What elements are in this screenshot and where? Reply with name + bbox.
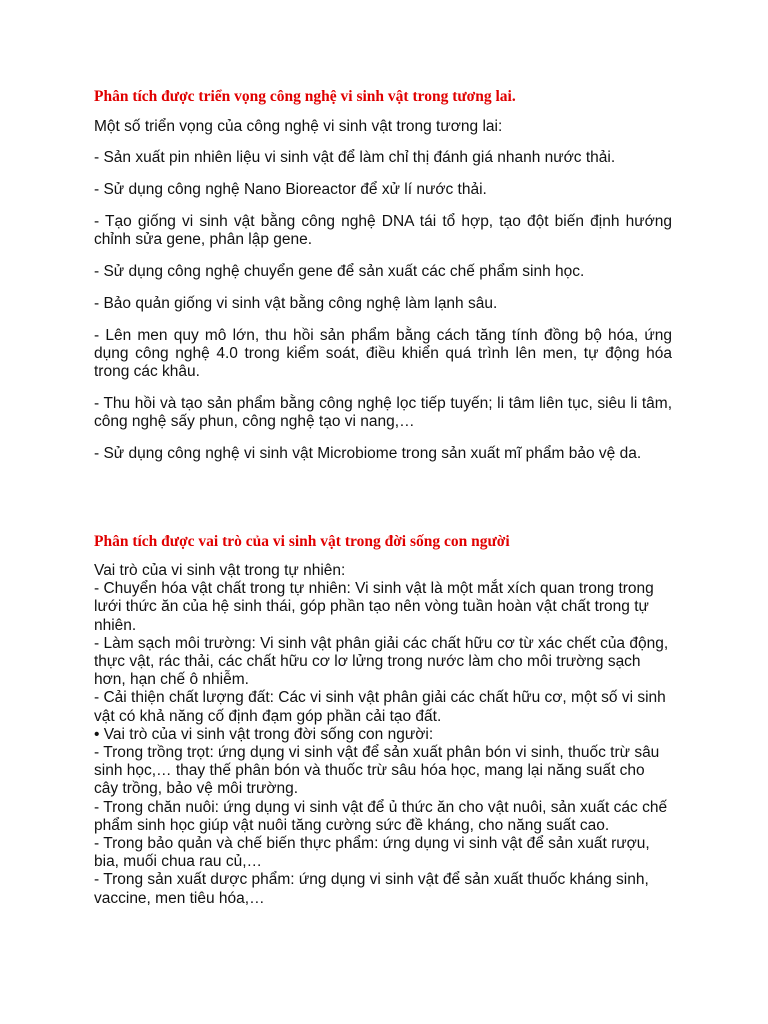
list-item: - Tạo giống vi sinh vật bằng công nghệ DNA tái tổ hợp, tạo đột biến định hướng chỉnh sửa gene, phân lập gene.: [94, 213, 672, 248]
section-1-heading: Phân tích được triển vọng công nghệ vi sinh vật trong tương lai.: [94, 88, 516, 105]
paragraph: Vai trò của vi sinh vật trong tự nhiên:: [94, 562, 346, 579]
paragraph: - Trong trồng trọt: ứng dụng vi sinh vật để sản xuất phân bón vi sinh, thuốc trừ sâu sinh học,… thay thế phân bón và thuốc trừ sâu hóa học, mang lại năng suất cho cây trồng, bảo vệ môi trường.: [94, 744, 660, 798]
list-item: - Sử dụng công nghệ chuyển gene để sản xuất các chế phẩm sinh học.: [94, 263, 585, 280]
section-1-list: [94, 149, 672, 477]
paragraph: - Trong chăn nuôi: ứng dụng vi sinh vật để ủ thức ăn cho vật nuôi, sản xuất các chế phẩm sinh học giúp vật nuôi tăng cường sức đề kháng, cho năng suất cao.: [94, 798, 668, 834]
section-2-body: [94, 562, 672, 908]
section-1-intro: Một số triển vọng của công nghệ vi sinh vật trong tương lai:: [94, 118, 503, 135]
list-item: - Thu hồi và tạo sản phẩm bằng công nghệ lọc tiếp tuyến; li tâm liên tục, siêu li tâm, công nghệ sấy phun, công nghệ tạo vi nang,…: [94, 395, 672, 430]
paragraph: • Vai trò của vi sinh vật trong đời sống con người:: [94, 725, 434, 743]
paragraph: - Chuyển hóa vật chất trong tự nhiên: Vi sinh vật là một mắt xích quan trong trong lưới thức ăn của hệ sinh thái, góp phần tạo nên vòng tuần hoàn vật chất trong tự nhiên.: [94, 580, 654, 634]
list-item: - Sử dụng công nghệ vi sinh vật Microbiome trong sản xuất mĩ phẩm bảo vệ da.: [94, 445, 642, 462]
paragraph: - Cải thiện chất lượng đất: Các vi sinh vật phân giải các chất hữu cơ, một số vi sinh vật có khả năng cố định đạm góp phần cải tạo đất.: [94, 689, 666, 725]
list-item: - Sản xuất pin nhiên liệu vi sinh vật để làm chỉ thị đánh giá nhanh nước thải.: [94, 149, 616, 166]
paragraph: - Làm sạch môi trường: Vi sinh vật phân giải các chất hữu cơ từ xác chết của động, thực vật, rác thải, các chất hữu cơ lơ lửng trong nước làm cho môi trường sạch hơn, hạn chế ô nhiễm.: [94, 634, 669, 689]
list-item: - Sử dụng công nghệ Nano Bioreactor để xử lí nước thải.: [94, 181, 487, 198]
list-item: - Bảo quản giống vi sinh vật bằng công nghệ làm lạnh sâu.: [94, 295, 498, 312]
paragraph: - Trong sản xuất dược phẩm: ứng dụng vi sinh vật để sản xuất thuốc kháng sinh, vaccine, men tiêu hóa,…: [94, 871, 649, 907]
list-item: - Lên men quy mô lớn, thu hồi sản phẩm bằng cách tăng tính đồng bộ hóa, ứng dụng công nghệ 4.0 trong kiểm soát, điều khiển quá trình lên men, tự động hóa trong các khâu.: [94, 327, 672, 380]
section-2-heading: Phân tích được vai trò của vi sinh vật trong đời sống con người: [94, 533, 510, 550]
paragraph: - Trong bảo quản và chế biến thực phẩm: ứng dụng vi sinh vật để sản xuất rượu, bia, muối chua rau củ,…: [94, 835, 650, 871]
